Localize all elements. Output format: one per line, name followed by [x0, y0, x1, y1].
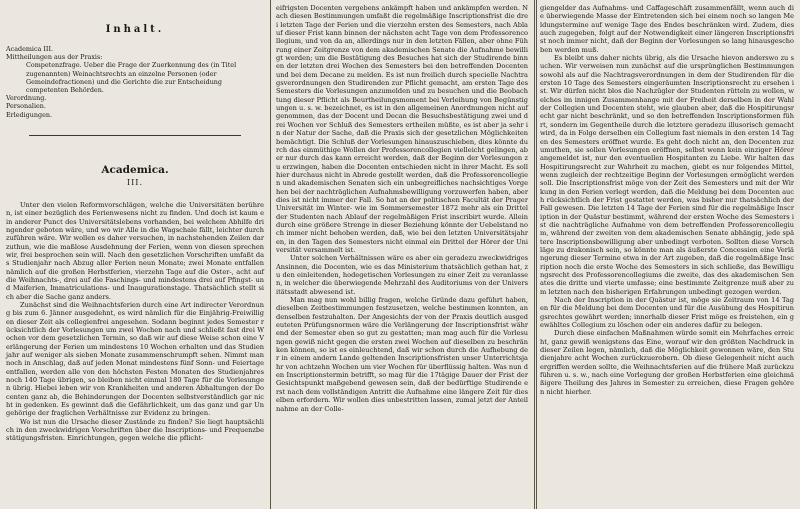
- paragraph: giengelder das Aufnahms- und Caffageschäft zusammenfällt, wenn auch die überwiegende Masse der Eintretenden sich bei einem noch so langen Meldungstermine auf wenige Tage des Endes beschränken wird. Zudem, dies auch zugegeben, folgt auf der Notwendigkeit einer längeren Inscriptionsfrist noch immer nicht, daß der Beginn der Vorlesungen so lang hinausgeschoben werden muß.: [540, 4, 794, 54]
- paragraph: Durch diese einfachen Maßnahmen würde somit ein Mehrfaches erreicht, ganz gewiß wenigstens das Eine, worauf wir den größten Nachdruck in dieser Zeilen legen, nämlich, daß die Möglichkeit gewonnen wäre, den Studienjahre acht Wochen zurückzuerobern. Ob diese Gelegenheit nicht auch ergriffen werden sollte, die Weihnachtsferien auf die frühere Maß zurückzuführen u. s. w., nach eine Vorlegung der großen Herbstferien eine gleichmäßigere Theilung des Jahres in Semester zu erreichen, diese Fragen gehören nicht hierher.: [540, 329, 794, 396]
- column-middle: [270, 0, 534, 509]
- paragraph: Unter solchen Verhältnissen wäre es aber ein geradezu zweckwidriges Ansinnen, die Docenten, wie es das Ministerium thatsächlich gethan hat, zu den einleitenden, hodegetischen Vorlesungen zu einer Zeit zu veranlassen, in welcher die überwiegende Mehrzahl des Auditoriums von der Universitätsstadt abwesend ist.: [276, 254, 528, 296]
- paragraph: eifrigsten Docenten vergebens ankämpft haben und ankämpfen werden. Nach diesen Bestimmungen umfaßt die regelmäßige Inscriptionsfrist die drei letzten Tage der Ferien und die vierzehn ersten des Semesters, nach Ablauf dieser Frist kann binnen der nächsten acht Tage von dem Professorencollegium, und von da an, allerdings nur in den letzten Fällen, aber ohne Führung einer Zeitgrenze von dem akademischen Senate die Aufnahme bewilligt werden; um die Bestätigung des Besuches hat sich der Studirende binnen der letzten drei Wochen des Semesters bei den betreffenden Docenten und bei dem Decane zu melden. Es ist nun freilich durch specielle Nachtragsverordnungen den Studirenden zur Pflicht gemacht, am ersten Tage des Semesters die Vorlesungen anzumelden und zu besuchen und die Beobachtung dieser Pflicht als Beurtheilungsmoment bei Verleihung von Begünstigungen u. s. w. bezeichnet, es ist in den allgemeinen Anordnungen nicht aufgenommen, das der Docent und Decan die Besuchsbestätigung zwei und drei Wochen vor Schluß des Semesters ertheilen müßte, es ist aber ja sehr in der Natur der Sache, daß die Praxis sich der gesetzlichen Möglichkeiten bemächtigt. Die Schluß der Vorlesungen hinauszuschieben, dies könnte durch das einmüthige Wollen der Professorencollegien vielleicht gelingen, aber nur durch das kann erreicht werden, daß der Beginn der Vorlesungen zu erzwingen, haben die Docenten entschieden nicht in ihrer Macht. Es soll hier durchaus nicht in Abrede gestellt werden, daß die Professorencollegien und akademischen Senaten sich ein unbegreifliches nachsichtiges Vorgehen bei der nachträglichen Aufnahmsbewilligung vorzuwerfen haben, aber dies ist nicht immer der Fall. So hat an der politischen Facultät der Prager Universität im Winter- wie im Sommersemester 1872 mehr als ein Drittel der Studenten nach Ablauf der regelmäßigen Frist inscribirt wurde. Allein durch eine größere Strenge in dieser Beziehung könnte der Uebelstand noch immer nicht behoben werden, daß, wie bei den letzten Universitätsjahren, in den Tagen des Semesters nicht einmal ein Drittel der Hörer der Universität versammelt ist.: [276, 4, 528, 254]
- section-divider: [29, 135, 241, 136]
- toc-title: Inhalt.: [105, 24, 165, 35]
- column-right: [534, 0, 800, 509]
- toc-entry: Personalien.: [6, 102, 46, 111]
- article-title: Academica.: [101, 163, 169, 176]
- paragraph: Zunächst sind die Weihnachtsferien durch eine Art indirecter Verordnung bis zum 6. Jänner ausgedehnt, es wird nämlich für die Einjährig-Freiwilligen dieser Zeit als collegienfrei angesehen. Sodann beginnt jedes Semester rücksichtlich der Vorlesungen um zwei Wochen nach und schließt fast drei Wochen vor dem gesetzlichen Termin, so daß wir auf diese Weise schon eine Verlängerung der Ferien um mindestens 10 Wochen erhalten und das Studienjahr auf weniger als sieben Monate zusammenschrumpft sehen. Nimmt man noch in Anschlag, daß auf jeden Monat mindestens fünf Sonn- und Feiertage entfallen, werden alle von den höchsten Festen Monaten des Studienjahres noch 140 Tage übrigen, so bleiben nicht einmal 180 Tage für die Vorlesungen übrig. Hiebei leben wir von Krankheiten und anderen Abhaltungen der Docenten ganz ab, die Behinderungen der Docenten selbstverständlich gar nicht in gedenken. Es gewinnt daß die Gefährlichkeit, um das ganz und gar Ungehörige der fraglichen Verhältnisse zur Evidenz zu bringen.: [6, 300, 264, 418]
- article-number: III.: [126, 177, 144, 187]
- column-left: [0, 0, 270, 509]
- paragraph: Es bleibt uns daher nichts übrig, als die Ursache hievon anderswo zu suchen. Wir verweisen nun zunächst auf die ursprünglichen Bestimmungen sowohl als auf die Nachtragsverordnungen in dem der Studirenden für die ersten 10 Tage des Semesters eingeräumten Inscriptionsrecht zu ersehen ist. Wir dürfen nicht blos die Nachzügler der Studenten rütteln zu wollen, welches im innigen Zusammenhange mit der Freiheit derselben in der Wahl der Collegien und Docenten steht, wie glauben aber, daß die Hospitirungsrecht gar nicht beschränkt, und so den betreffenden Inscriptionsformen führt, sondern im Gegentheile durch die letztere geradezu illusorisch gemacht wird, da in Folge derselben ein Collegium fast niemals in den ersten 14 Tagen des Semesters eröffnet wurde. Es geht doch nicht an, den Docenten zuzumuthen, sie sollen Vorlesungen eröffnen, selbst wenn kein einziger Hörer angemeldet ist, nur den eventuellen Hospitanten zu Liebe. Wir halten das Hospitirungsrecht zur Wahrheit zu machen, giebt es nur folgendes Mittel, wenn zugleich der rechtzeitige Beginn der Vorlesungen ermöglicht werden soll. Die Inscriptionsfrist möge von der Zeit des Semesters und mit der Wirkung in den Ferien verlegt werden, daß die Meldung bei dem Docenten auch rücksichtlich der Frist gestattet werden, was bisher nur thatsächlich der Fall gewesen. Die letzten 14 Tage der Ferien sind für die regelmäßige Inscription in der Quästur bestimmt, während der ersten Woche des Semesters ist die nachträgliche Aufnahme von dem betreffenden Professorencollegium, während der zweiten von dem akademischen Senate abhängig, jede spätere Inscriptionsbewilligung aber unbedingt verboten. Sollten diese Vorschläge zu drakonisch sein, so könnte man als äußerste Concession eine Verlängerung dieser Termine etwa in der Art zugeben, daß die regelmäßige Inscription noch die erste Woche des Semesters in sich schließe, das Bewilligungsrecht des Professorencollegiums die zweite, das des akademischen Senates die dritte und vierte umfasse; eine bestimmte Zeitgrenze muß aber zum letzten nach den bisherigen Erfahrungen unbedingt gezogen werden.: [540, 54, 794, 296]
- toc-entry: Mittheilungen aus der Praxis:: [6, 53, 103, 62]
- paragraph: Man mag nun wohl billig fragen, welche Gründe dazu geführt haben, dieselben Zeitbestimmungen festzusetzen, welche bestimmen konnten, an denselben festzuhalten. Der Angesichts der von der Praxis deutlich ausgedeuteten Prüfungsnormen wäre die Verlängerung der Inscriptionsfrist während der Semester eben so gut zu gestatten; man mag auch für die Vorlesungen gewiß nicht gegen die ersten zwei Wochen auf dieselben zu beschränken können, so ist es einleuchtend, daß wir schon durch die Aufhebung der in einem andern Lande geltenden Inscriptionsfristen unser Unterrichtsjahr von achtzehn Wochen um vier Wochen für überflüssig halten. Was nun den Inscriptionstermin betrifft, so mag für die 17tägige Dauer der Frist der Gesichtspunkt maßgebend gewesen sein, daß der bedürftige Studirende erst nach dem vollständigen Antritt die Aufnahme eine längere Zeit für dieselben erfordern. Wir wollen dies unbestritten lassen, zumal jetzt der Anteilnahme an der Colle-: [276, 296, 528, 413]
- toc-entry: Erledigungen.: [6, 110, 53, 119]
- table-of-contents: [6, 45, 264, 119]
- toc-entry: Verordnung.: [6, 94, 47, 103]
- toc-entry: Academica III.: [6, 45, 54, 53]
- paragraph: Wo ist nun die Ursache dieser Zustände zu finden? Sie liegt hauptsächlich in den zweckwidrigen Vorschriften über die Inscriptions- und Frequenzbestätigungsfristen. Einrichtungen, gegen welche die pflicht-: [6, 417, 264, 443]
- paragraph: Nach der Inscription in der Quästur ist, möge sie Zeitraum von 14 Tagen für die Meldung bei dem Docenten und für die Ausübung des Hospitirungsrechtes gewährt werden; innerhalb dieser Frist möge es freistehen, ein gewähltes Collegium zu löschen oder ein anderes dafür zu belegen.: [540, 296, 794, 330]
- paragraph: Unter den vielen Reformvorschlägen, welche die Universitäten berühren, ist einer bezüglich des Ferienwesens nicht zu finden. Und doch ist kaum ein anderer Punct des Universitätslebens vorhanden, bei welchem Abhilfe dringender geboten wäre, und wo wir Alle in die Wagschale fällt, leichter durchzuführen wäre. Wir wollen es daher versuchen, in nachstehenden Zeilen darzuthun, wie die maßlose Ausdehnung der Ferien, wenn von diesen sprechen wir, frei besprochen sein will. Nach den gesetzlichen Vorschriften umfaßt das Studienjahr nach Abzug aller Ferien neun Monate; zwei Monate entfallen nämlich auf die großen Herbstferien, vierzehn Tage auf die Oster-, acht auf die Weihnachts-, drei auf die Faschings- und mindestens drei auf Pfingst- und Maiferien, Immatriculations- und Inaugurationstage. Thatsächlich stellt sich aber die Sache ganz anders.: [6, 200, 264, 301]
- toc-entry: Competenzfrage. Ueber die Frage der Zuerkennung des (in Titel zugenannten) Weinachtsrechts an einzelne Personen (oder Gemeindefractionen) und die Gerichte die zur Entscheidung competenten Behörden.: [26, 61, 237, 95]
